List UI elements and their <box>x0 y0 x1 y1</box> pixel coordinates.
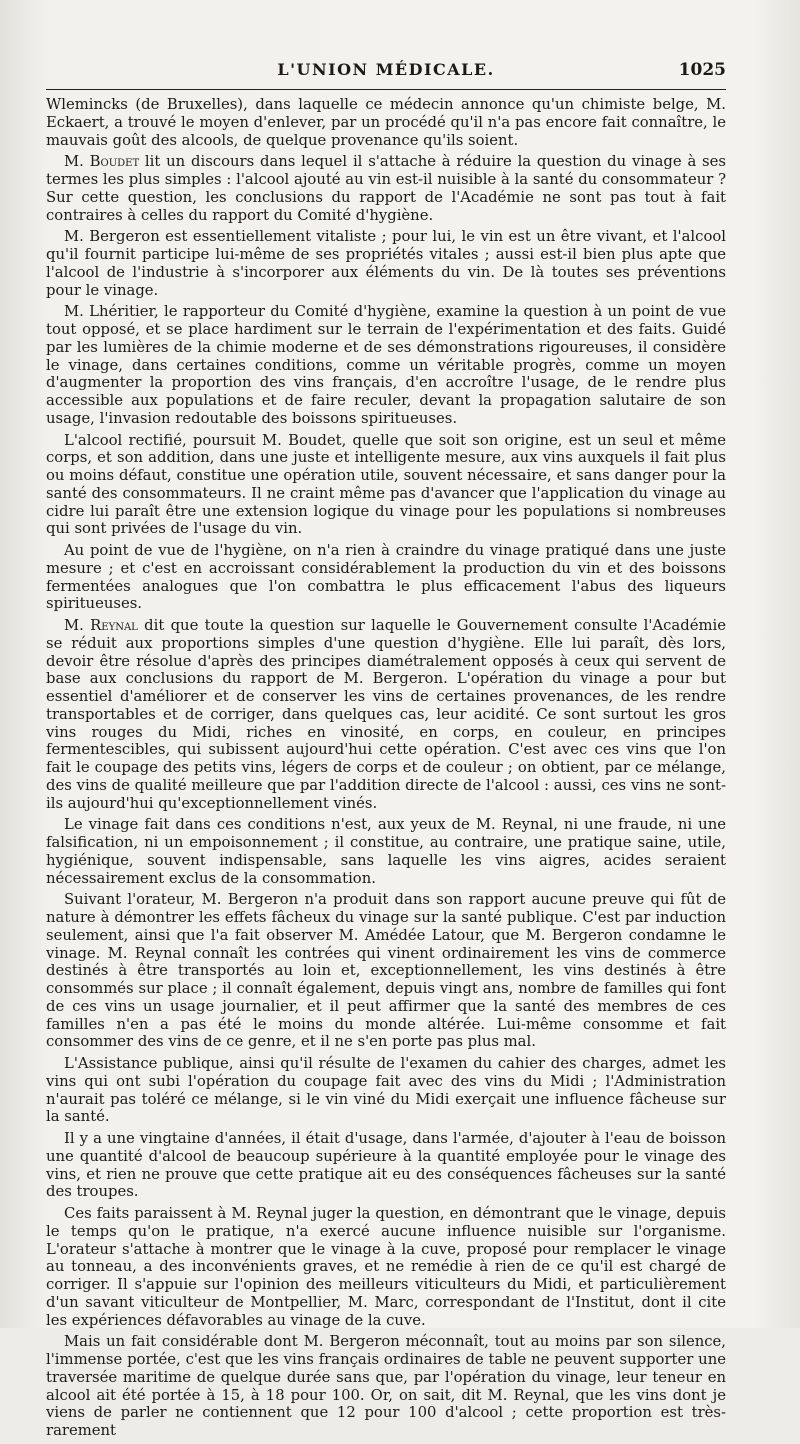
paragraph: M. Bergeron est essentiellement vitaliste ; pour lui, le vin est un être vivant, et l'alcool qu'il fournit participe lui-même de ses propriétés vitales ; aussi est-il bien plus apte que l'alcool de l'industrie à s'incorporer aux éléments du vin. De là toutes ses préventions pour le vinage. <box>46 228 726 299</box>
paragraph: L'alcool rectifié, poursuit M. Boudet, quelle que soit son origine, est un seul et même corps, et son addition, dans une juste et intelligente mesure, aux vins auxquels il fait plus ou moins défaut, constitue une opération utile, souvent nécessaire, et sans danger pour la santé des consommateurs. Il ne craint même pas d'avancer que l'application du vinage au cidre lui paraît être une extension logique du vinage pour les populations si nombreuses qui sont privées de l'usage du vin. <box>46 431 726 538</box>
paragraph: Le vinage fait dans ces conditions n'est, aux yeux de M. Reynal, ni une fraude, ni une falsification, ni un empoisonnement ; il constitue, au contraire, une pratique saine, utile, hygiénique, souvent indispensable, sans laquelle les vins aigres, acides seraient nécessairement exclus de la consommation. <box>46 816 726 887</box>
page-number: 1025 <box>678 60 726 80</box>
paragraph: Wlemincks (de Bruxelles), dans laquelle ce médecin annonce qu'un chimiste belge, M. Eckaert, a trouvé le moyen d'enlever, par un procédé qu'il n'a pas encore fait connaître, le mauvais goût des alcools, de quelque provenance qu'ils soient. <box>46 96 726 149</box>
speaker-name: M. Reynal <box>64 617 138 634</box>
paragraph: Suivant l'orateur, M. Bergeron n'a produit dans son rapport aucune preuve qui fût de nature à démontrer les effets fâcheux du vinage sur la santé publique. C'est par induction seulement, ainsi que l'a fait observer M. Amédée Latour, que M. Bergeron condamne le vinage. M. Reynal connaît les contrées qui vinent ordinairement les vins de commerce destinés à être transportés au loin et, exceptionnellement, les vins destinés à être consommés sur place ; il connaît également, depuis vingt ans, nombre de familles qui font de ces vins un usage journalier, et il peut affirmer que la santé des membres de ces familles n'en a pas été le moins du monde altérée. Lui-même consomme et fait consommer des vins de ce genre, et il ne s'en porte pas plus mal. <box>46 891 726 1051</box>
page-header <box>46 60 726 86</box>
paragraph: M. Reynal dit que toute la question sur laquelle le Gouvernement consulte l'Académie se réduit aux proportions simples d'une question d'hygiène. Elle lui paraît, dès lors, devoir être résolue d'après des principes diamétralement opposés à ceux qui servent de base aux conclusions du rapport de M. Bergeron. L'opération du vinage a pour but essentiel d'améliorer et de conserver les vins de certaines provenances, de les rendre transportables et de corriger, dans quelques cas, leur acidité. Ce sont surtout les gros vins rouges du Midi, riches en vinosité, en corps, en couleur, en principes fermentescibles, qui subissent aujourd'hui cette opération. C'est avec ces vins que l'on fait le coupage des petits vins, légers de corps et de couleur ; on obtient, par ce mélange, des vins de qualité meilleure que par l'addition directe de l'alcool : aussi, ces vins ne sont-ils aujourd'hui qu'exceptionnellement vinés. <box>46 617 726 812</box>
header-rule <box>46 89 726 90</box>
paragraph: M. Boudet lit un discours dans lequel il s'attache à réduire la question du vinage à ses termes les plus simples : l'alcool ajouté au vin est-il nuisible à la santé du consommateur ? Sur cette question, les conclusions du rapport de l'Académie ne sont pas tout à fait contraires à celles du rapport du Comité d'hygiène. <box>46 153 726 224</box>
paragraph: Ces faits paraissent à M. Reynal juger la question, en démontrant que le vinage, depuis le temps qu'on le pratique, n'a exercé aucune influence nuisible sur l'organisme. L'orateur s'attache à montrer que le vinage à la cuve, proposé pour remplacer le vinage au tonneau, a des inconvénients graves, et ne remédie à rien de ce qu'il est chargé de corriger. Il s'appuie sur l'opinion des meilleurs viticulteurs du Midi, et particulièrement d'un savant viticulteur de Montpellier, M. Marc, correspondant de l'Institut, dont il cite les expériences défavorables au vinage de la cuve. <box>46 1205 726 1329</box>
paragraph: Il y a une vingtaine d'années, il était d'usage, dans l'armée, d'ajouter à l'eau de boisson une quantité d'alcool de beaucoup supérieure à la quantité employée pour le vinage des vins, et rien ne prouve que cette pratique ait eu des conséquences fâcheuses sur la santé des troupes. <box>46 1130 726 1201</box>
paragraph: Mais un fait considérable dont M. Bergeron méconnaît, tout au moins par son silence, l'immense portée, c'est que les vins français ordinaires de table ne peuvent supporter une traversée maritime de quelque durée sans que, par l'opération du vinage, leur teneur en alcool ait été portée à 15, à 18 pour 100. Or, on sait, dit M. Reynal, que les vins dont je viens de parler ne contiennent que 12 pour 100 d'alcool ; cette proportion est très-rarement <box>46 1333 726 1439</box>
paragraph: L'Assistance publique, ainsi qu'il résulte de l'examen du cahier des charges, admet les vins qui ont subi l'opération du coupage fait avec des vins du Midi ; l'Administration n'aurait pas toléré ce mélange, si le vin viné du Midi exerçait une influence fâcheuse sur la santé. <box>46 1055 726 1126</box>
paragraph: M. Lhéritier, le rapporteur du Comité d'hygiène, examine la question à un point de vue tout opposé, et se place hardiment sur le terrain de l'expérimentation et des faits. Guidé par les lumières de la chimie moderne et de ses démonstrations rigoureuses, il considère le vinage, dans certaines conditions, comme un véritable progrès, comme un moyen d'augmenter la proportion des vins français, d'en accroître l'usage, de le rendre plus accessible aux populations et de faire reculer, devant la propagation salutaire de son usage, l'invasion redoutable des boissons spiritueuses. <box>46 303 726 427</box>
speaker-name: M. Boudet <box>64 153 140 171</box>
article-body <box>46 96 726 1444</box>
running-title: L'UNION MÉDICALE. <box>277 60 495 79</box>
paragraph: Au point de vue de l'hygiène, on n'a rien à craindre du vinage pratiqué dans une juste mesure ; et c'est en accroissant considérablement la production du vin et des boissons fermentées analogues que l'on combattra le plus efficacement l'abus des liqueurs spiritueuses. <box>46 542 726 613</box>
